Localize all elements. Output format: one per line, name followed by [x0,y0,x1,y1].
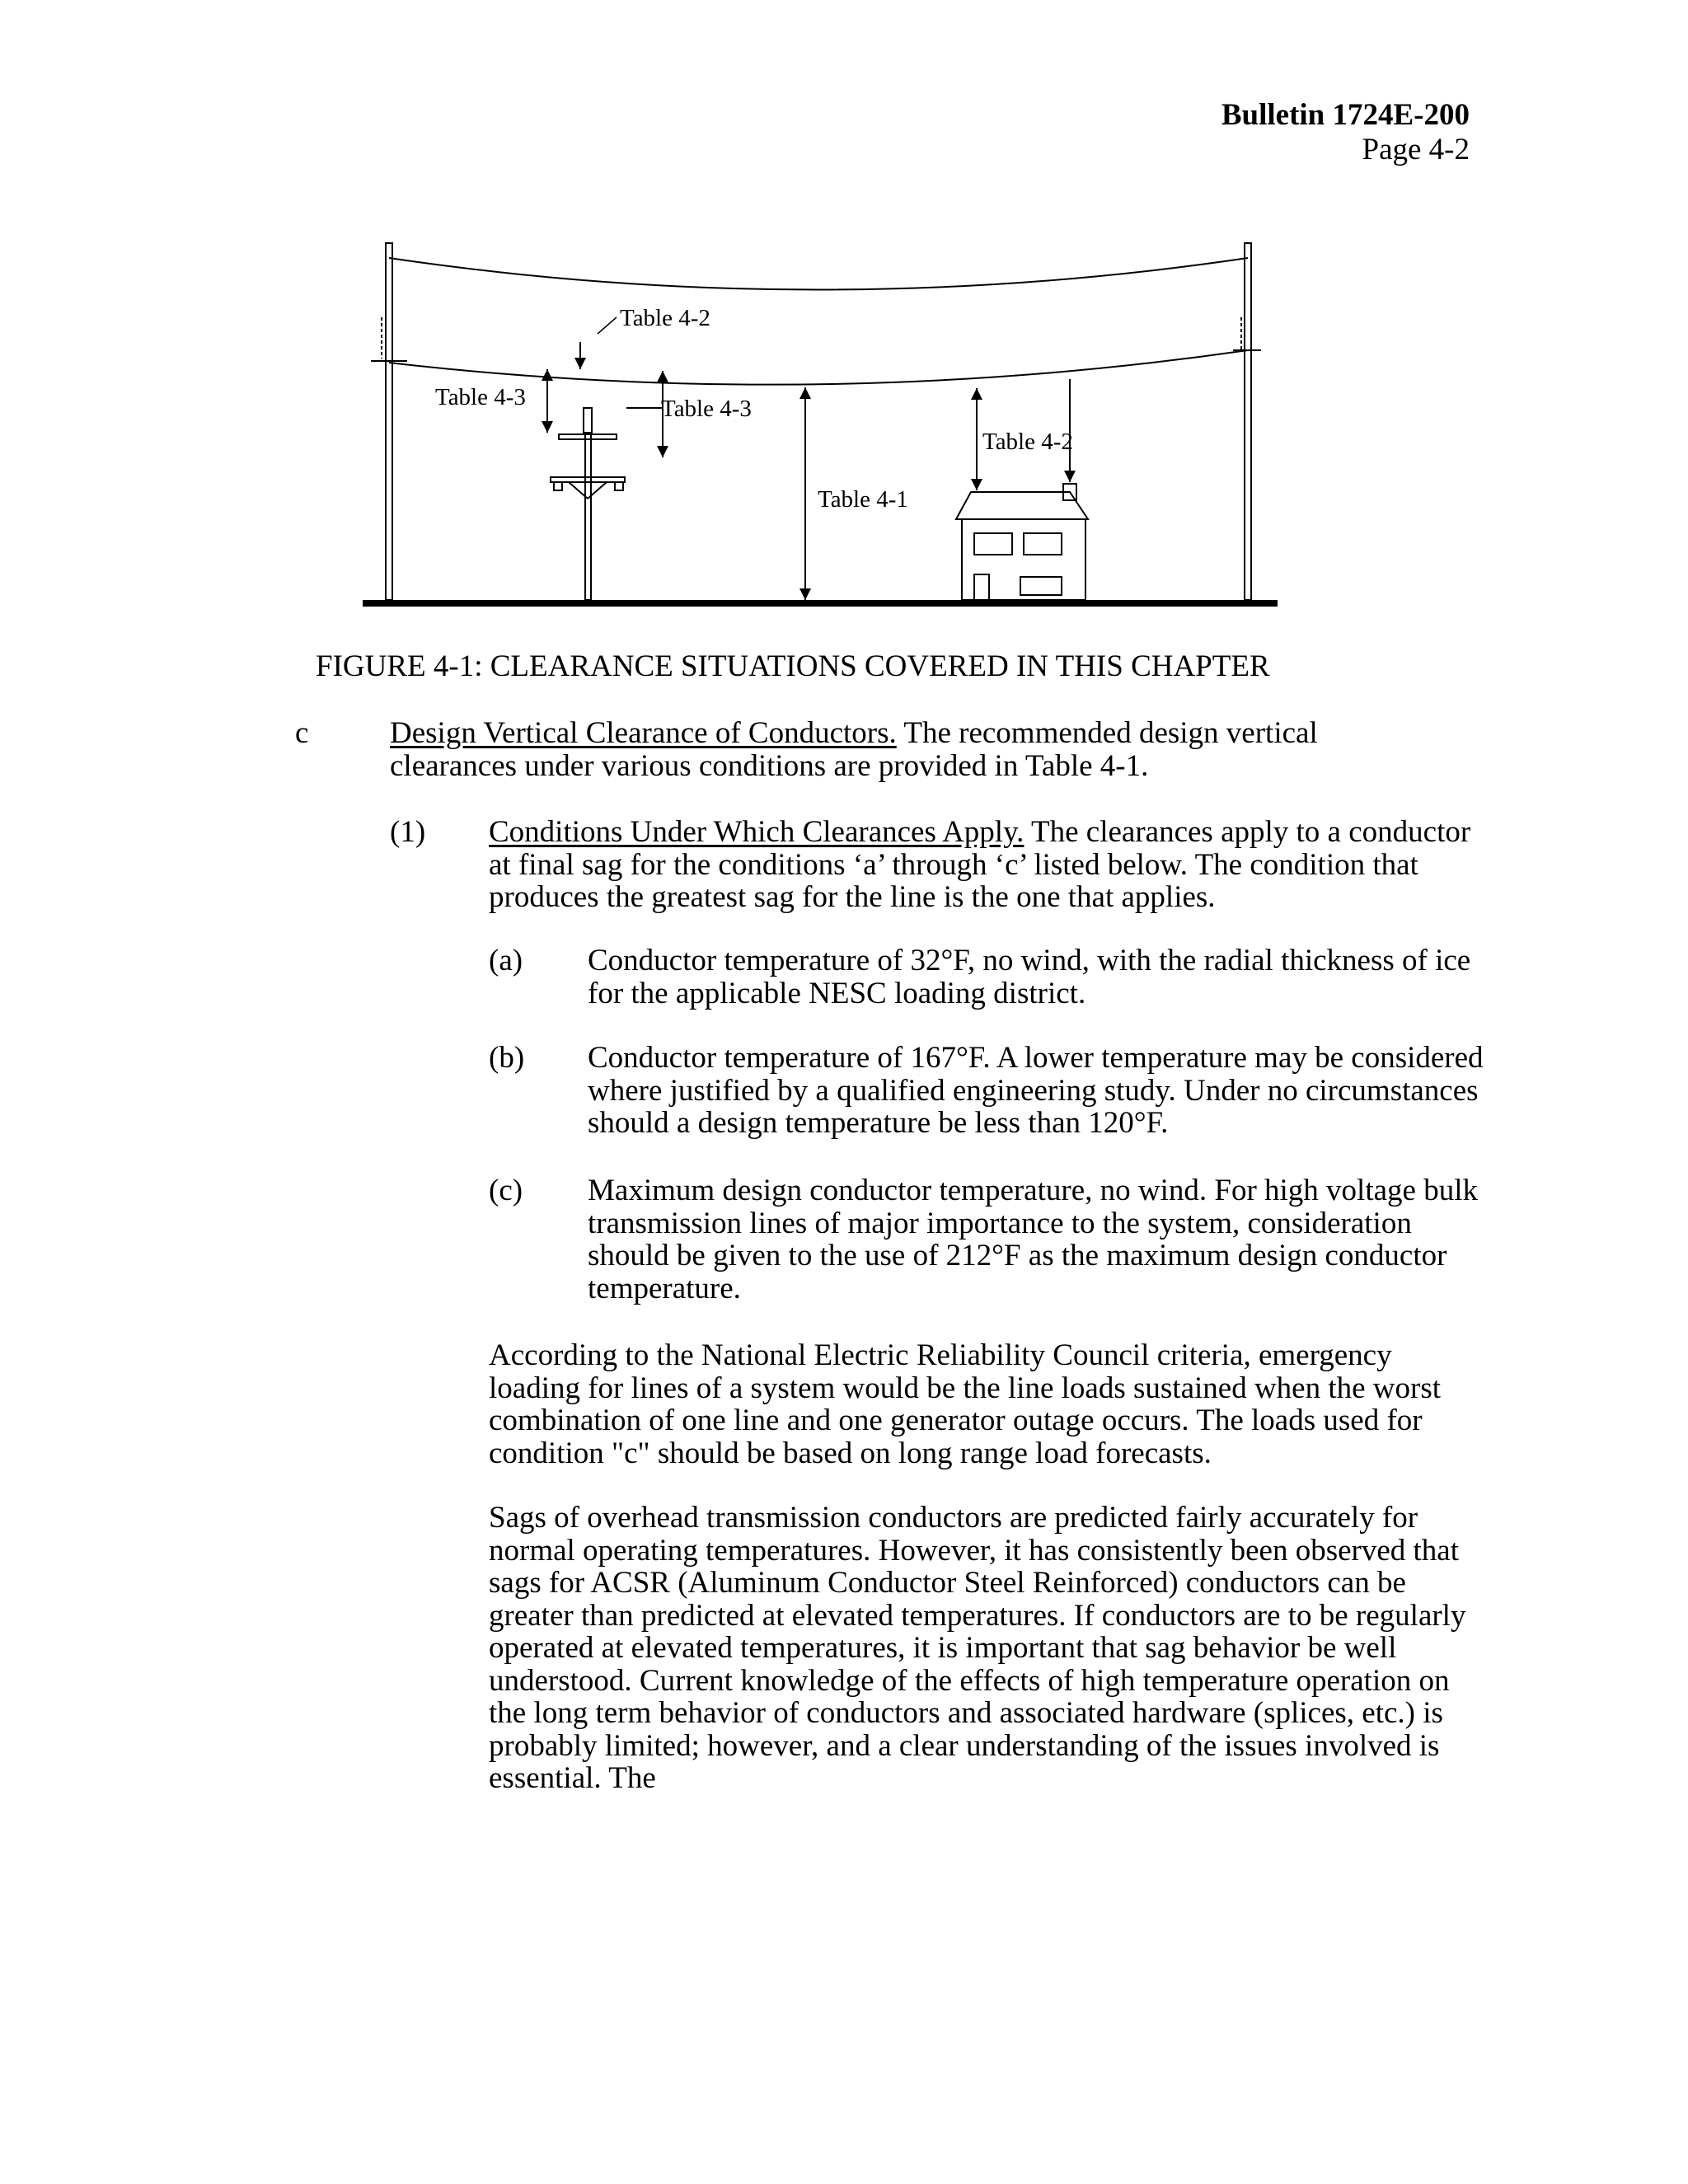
house [956,484,1088,600]
sub-item-c-label: (c) [489,1174,523,1207]
sub-item-b-label: (b) [489,1041,525,1075]
sub-item-c-text: Maximum design conductor temperature, no wind. For high voltage bulk transmission lines of major importance to the system, consideration should be given to the use of 212°F as the maximum design conductor temperature. [588,1174,1478,1305]
label-left-crossarm: Table 4-3 [435,384,526,410]
label-house-roof: Table 4-2 [982,429,1073,455]
label-top-mid: Table 4-2 [620,305,710,331]
item-1-body: The clearances apply to a conductor at final sag for the conditions ‘a’ through ‘c’ listed below. The condition that produces the greatest sag for the line is the one that applies. [489,815,1471,914]
conductor-line [389,350,1248,385]
clearance-figure [354,235,1286,614]
paragraph-emergency-loading: According to the National Electric Reliability Council criteria, emergency loading for lines of a system would be the line loads sustained when the worst combination of one line and one generator outage occurs. The loads used for condition "c" should be based on long range load forecasts. [489,1338,1442,1470]
distribution-pole [551,408,625,600]
paragraph-sags: Sags of overhead transmission conductors are predicted fairly accurately for normal operating temperatures. However, it has consistently been observed that sags for ACSR (Aluminum Conductor Steel Reinforced) conductors can be greater than predicted at elevated temperatures. If conductors are to be regularly operated at elevated temperatures, it is important that sag behavior be well understood. Current knowledge of the effects of high temperature operation on the long term behavior of conductors and associated hardware (splices, etc.) is probably limited; however, and a clear understanding of the issues involved is essential. The [489,1501,1466,1795]
section-label: c [295,716,309,750]
sub-item-b-text: Conductor temperature of 167°F. A lower temperature may be considered where justified by a qualified engineering study. Under no circumstances should a design temperature be less than 120°F. [588,1041,1484,1140]
label-ground: Table 4-1 [818,486,908,513]
label-right-crossarm: Table 4-3 [661,396,752,422]
right-structure [1233,243,1261,600]
sub-item-a-text: Conductor temperature of 32°F, no wind, with the radial thickness of ice for the applicable NESC loading district. [588,944,1471,1010]
sub-item-a-label: (a) [489,944,523,977]
item-1-heading: Conditions Under Which Clearances Apply. [489,815,1025,849]
left-structure [371,243,407,600]
section-c-text [390,717,1437,782]
shield-wire [389,258,1248,290]
section-body: The recommended design vertical clearances under various conditions are provided in Table 4-1. [390,716,1318,783]
figure-caption: FIGURE 4-1: CLEARANCE SITUATIONS COVERED IN THIS CHAPTER [316,649,1270,683]
ground-line [363,600,1278,607]
page-number: Page 4-2 [1362,133,1470,166]
item-1-label: (1) [390,815,426,849]
section-heading: Design Vertical Clearance of Conductors. [390,716,897,750]
bulletin-number: Bulletin 1724E-200 [1221,98,1470,132]
item-1-text [489,816,1478,914]
